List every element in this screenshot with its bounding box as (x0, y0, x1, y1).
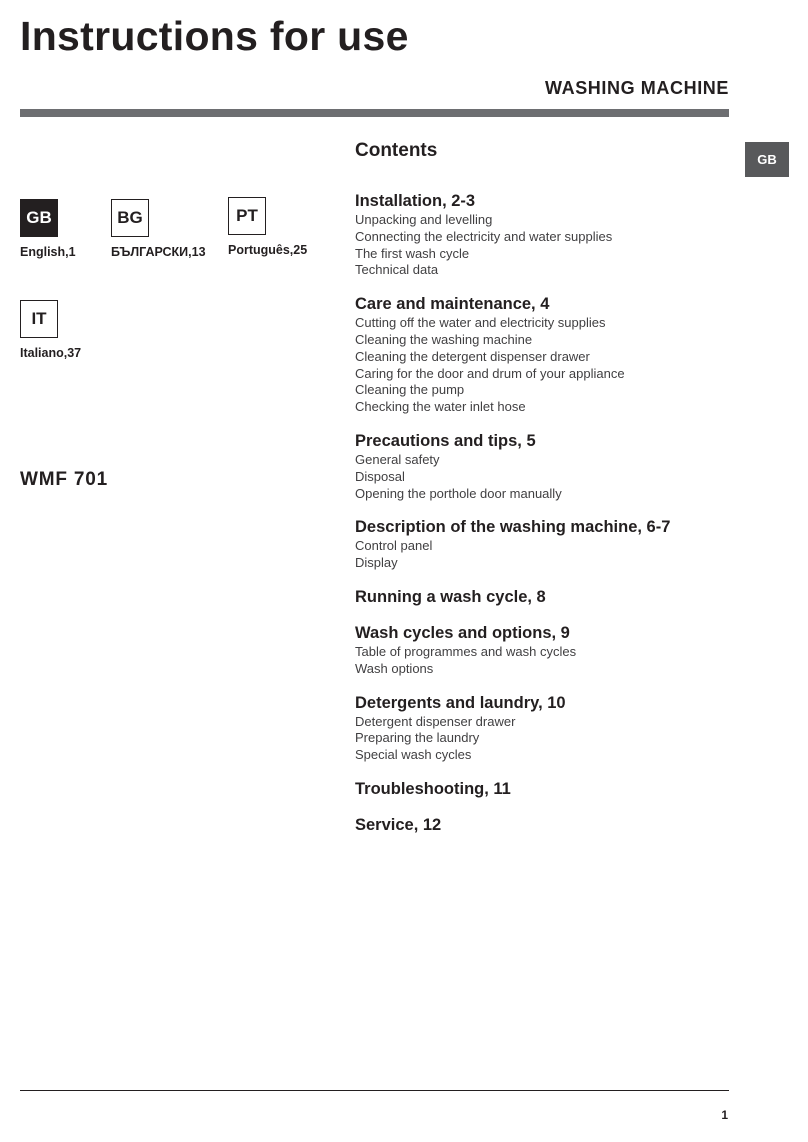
language-pt[interactable] (228, 197, 348, 257)
document-title: Instructions for use (20, 13, 409, 59)
header-divider (20, 109, 729, 117)
toc-section-title[interactable]: Precautions and tips, 5 (355, 431, 536, 450)
toc-item[interactable]: Display (355, 555, 398, 571)
toc-item[interactable]: Disposal (355, 468, 405, 484)
toc-item[interactable]: Cleaning the washing machine (355, 331, 533, 347)
toc-item[interactable]: Preparing the laundry (355, 730, 480, 746)
language-code-box: PT (228, 197, 266, 235)
toc-item[interactable]: Checking the water inlet hose (355, 399, 526, 415)
language-label: Português,25 (228, 243, 308, 257)
toc-item[interactable]: Cleaning the pump (355, 382, 465, 398)
toc-section-title[interactable]: Wash cycles and options, 9 (355, 623, 570, 642)
toc-section (355, 692, 735, 764)
toc-section-title[interactable]: Installation, 2-3 (355, 192, 476, 210)
language-side-tab: GB (745, 142, 789, 177)
language-label: БЪЛГАРСКИ,13 (111, 245, 206, 259)
page-number: 1 (721, 1108, 728, 1122)
toc-item[interactable]: The first wash cycle (355, 245, 470, 261)
language-bg[interactable] (111, 199, 231, 259)
language-code-box: GB (20, 199, 58, 237)
toc-item[interactable]: Detergent dispenser drawer (355, 713, 516, 729)
toc-item[interactable]: Opening the porthole door manually (355, 485, 562, 501)
toc-item[interactable]: Connecting the electricity and water supplies (355, 228, 613, 244)
toc-section (355, 516, 735, 572)
toc-item[interactable]: Cleaning the detergent dispenser drawer (355, 348, 590, 364)
model-number: WMF 701 (20, 469, 108, 490)
toc-item[interactable]: General safety (355, 451, 440, 467)
toc-item[interactable]: Special wash cycles (355, 747, 472, 763)
language-code-box: BG (111, 199, 149, 237)
toc-section (355, 778, 735, 800)
language-it[interactable] (20, 300, 140, 360)
language-label: Italiano,37 (20, 346, 82, 360)
toc-section (355, 586, 735, 608)
toc-section (355, 430, 735, 502)
toc-section (355, 293, 735, 416)
toc-section-title[interactable]: Service, 12 (355, 815, 442, 834)
toc-item[interactable]: Cutting off the water and electricity supplies (355, 315, 606, 331)
toc-section (355, 622, 735, 678)
product-category: WASHING MACHINE (545, 78, 729, 98)
toc-section (355, 190, 735, 279)
toc-item[interactable]: Control panel (355, 538, 433, 554)
table-of-contents (355, 190, 735, 850)
toc-section-title[interactable]: Detergents and laundry, 10 (355, 693, 566, 712)
toc-item[interactable]: Unpacking and levelling (355, 212, 493, 227)
toc-item[interactable]: Technical data (355, 262, 439, 278)
toc-section-title[interactable]: Troubleshooting, 11 (355, 779, 511, 798)
language-code-box: IT (20, 300, 58, 338)
toc-section-title[interactable]: Description of the washing machine, 6-7 (355, 518, 671, 537)
toc-item[interactable]: Caring for the door and drum of your appliance (355, 365, 625, 381)
toc-section-title[interactable]: Care and maintenance, 4 (355, 295, 550, 314)
toc-section (355, 814, 735, 836)
toc-item[interactable]: Table of programmes and wash cycles (355, 643, 577, 659)
contents-heading: Contents (355, 140, 438, 161)
toc-item[interactable]: Wash options (355, 660, 434, 676)
toc-section-title[interactable]: Running a wash cycle, 8 (355, 587, 546, 606)
language-label: English,1 (20, 245, 76, 259)
footer-divider (20, 1090, 729, 1091)
